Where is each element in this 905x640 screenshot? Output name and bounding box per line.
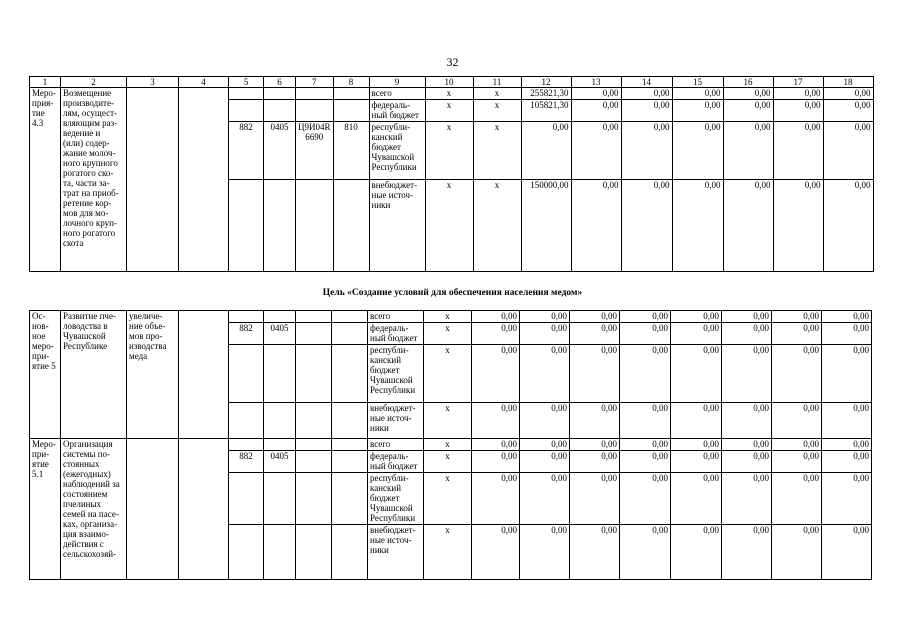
value-cell: 0,00: [672, 122, 723, 180]
value-cell: 0,00: [571, 100, 621, 122]
funding-source: федераль- ный бюджет: [368, 451, 424, 473]
section-code: [264, 180, 296, 272]
value-cell: 0,00: [723, 88, 773, 100]
section-code: [264, 525, 296, 580]
column-number-7: 7: [296, 77, 334, 88]
column-number-3: 3: [127, 77, 179, 88]
grbs-code: [229, 311, 264, 323]
table-row: [30, 88, 874, 100]
value-cell: 0,00: [671, 323, 722, 345]
value-cell: х: [424, 311, 472, 323]
column-number-6: 6: [264, 77, 296, 88]
funding-source: республи- канский бюджет Чувашской Республики: [368, 473, 424, 525]
value-cell: 105821,30: [521, 100, 571, 122]
value-cell: 0,00: [472, 451, 520, 473]
value-cell: 0,00: [520, 525, 570, 580]
section-code: 0405: [264, 451, 296, 473]
value-cell: 0,00: [722, 451, 772, 473]
activity-result: [127, 439, 179, 580]
value-cell: 0,00: [722, 473, 772, 525]
grbs-code: [229, 345, 264, 403]
activity-indicator: [179, 88, 229, 272]
value-cell: 0,00: [722, 403, 772, 439]
grbs-code: 882: [229, 451, 264, 473]
expense-type-code: [333, 180, 369, 272]
value-cell: 0,00: [671, 345, 722, 403]
target-article-code: Ц9И04R 6690: [296, 122, 334, 180]
goal-title: Цель «Создание условий для обеспечения населения медом»: [322, 288, 583, 298]
expense-type-code: [332, 403, 368, 439]
value-cell: 0,00: [472, 525, 520, 580]
column-number-1: 1: [30, 77, 61, 88]
value-cell: х: [425, 100, 473, 122]
expense-type-code: [332, 323, 368, 345]
value-cell: 0,00: [472, 345, 520, 403]
value-cell: 0,00: [570, 345, 620, 403]
value-cell: 0,00: [823, 88, 873, 100]
funding-source: федераль- ный бюджет: [369, 100, 425, 122]
value-cell: 0,00: [520, 311, 570, 323]
value-cell: 0,00: [722, 311, 772, 323]
value-cell: 0,00: [620, 311, 671, 323]
column-number-13: 13: [571, 77, 621, 88]
section-code: 0405: [264, 323, 296, 345]
section-code: [264, 100, 296, 122]
budget-table-part2: [29, 310, 872, 580]
column-number-17: 17: [773, 77, 823, 88]
grbs-code: [229, 403, 264, 439]
value-cell: 0,00: [722, 323, 772, 345]
target-article-code: [296, 180, 334, 272]
value-cell: х: [473, 122, 521, 180]
column-number-16: 16: [723, 77, 773, 88]
section-code: [264, 88, 296, 100]
value-cell: 0,00: [570, 323, 620, 345]
grbs-code: [229, 180, 264, 272]
grbs-code: [229, 473, 264, 525]
value-cell: 0,00: [672, 180, 723, 272]
section-code: [264, 311, 296, 323]
value-cell: х: [473, 88, 521, 100]
target-article-code: [296, 100, 334, 122]
section-code: [264, 403, 296, 439]
value-cell: 0,00: [822, 345, 872, 403]
target-article-code: [296, 439, 332, 451]
grbs-code: [229, 88, 264, 100]
value-cell: 0,00: [723, 100, 773, 122]
value-cell: 0,00: [773, 122, 823, 180]
target-article-code: [296, 323, 332, 345]
value-cell: 0,00: [621, 180, 672, 272]
column-number-12: 12: [521, 77, 571, 88]
grbs-code: [229, 525, 264, 580]
value-cell: 0,00: [472, 311, 520, 323]
value-cell: 0,00: [671, 403, 722, 439]
value-cell: 0,00: [671, 439, 722, 451]
value-cell: 0,00: [773, 88, 823, 100]
value-cell: 0,00: [520, 473, 570, 525]
section-code: [264, 439, 296, 451]
expense-type-code: 810: [333, 122, 369, 180]
column-number-10: 10: [425, 77, 473, 88]
expense-type-code: [333, 88, 369, 100]
value-cell: 0,00: [671, 311, 722, 323]
value-cell: 0,00: [772, 525, 822, 580]
value-cell: 0,00: [520, 451, 570, 473]
target-article-code: [296, 88, 334, 100]
value-cell: 0,00: [823, 100, 873, 122]
value-cell: 0,00: [520, 403, 570, 439]
table-row: [30, 311, 872, 323]
activity-description: Организация системы по- стоянных (ежегодных) наблюдений за состоянием пчелиных семей на пасе- ках, организа- ция взаимо- действия с сельскохозяй-: [61, 439, 127, 580]
value-cell: 0,00: [570, 525, 620, 580]
grbs-code: 882: [229, 122, 264, 180]
expense-type-code: [332, 525, 368, 580]
value-cell: х: [473, 180, 521, 272]
activity-result: увеличе- ние объе- мов про- изводства меда: [127, 311, 179, 439]
value-cell: 0,00: [620, 345, 671, 403]
section-code: [264, 473, 296, 525]
column-number-8: 8: [333, 77, 369, 88]
activity-number: Меро- при- ятие 5.1: [30, 439, 61, 580]
value-cell: 0,00: [772, 311, 822, 323]
activity-result: [127, 88, 179, 272]
target-article-code: [296, 403, 332, 439]
funding-source: федераль- ный бюджет: [368, 323, 424, 345]
value-cell: х: [424, 473, 472, 525]
grbs-code: [229, 100, 264, 122]
value-cell: 0,00: [773, 100, 823, 122]
table-row: [30, 439, 872, 451]
funding-source: внебюджет- ные источ- ники: [368, 525, 424, 580]
column-number-11: 11: [473, 77, 521, 88]
value-cell: 0,00: [620, 525, 671, 580]
value-cell: 0,00: [620, 403, 671, 439]
value-cell: 0,00: [823, 122, 873, 180]
budget-table-part1: [29, 76, 874, 272]
value-cell: 0,00: [671, 525, 722, 580]
activity-indicator: [179, 439, 229, 580]
column-number-2: 2: [61, 77, 127, 88]
expense-type-code: [332, 311, 368, 323]
value-cell: 0,00: [621, 122, 672, 180]
value-cell: 0,00: [822, 451, 872, 473]
column-number-14: 14: [621, 77, 672, 88]
value-cell: 0,00: [772, 451, 822, 473]
value-cell: х: [424, 525, 472, 580]
value-cell: 0,00: [472, 403, 520, 439]
value-cell: 0,00: [570, 403, 620, 439]
value-cell: 0,00: [772, 473, 822, 525]
value-cell: 0,00: [822, 311, 872, 323]
value-cell: 0,00: [521, 122, 571, 180]
value-cell: 0,00: [620, 451, 671, 473]
value-cell: 0,00: [570, 473, 620, 525]
value-cell: 255821,30: [521, 88, 571, 100]
value-cell: х: [425, 180, 473, 272]
funding-source: всего: [369, 88, 425, 100]
target-article-code: [296, 525, 332, 580]
expense-type-code: [332, 451, 368, 473]
section-code: [264, 345, 296, 403]
section-code: 0405: [264, 122, 296, 180]
value-cell: 0,00: [773, 180, 823, 272]
value-cell: 0,00: [621, 88, 672, 100]
value-cell: 0,00: [472, 323, 520, 345]
value-cell: 0,00: [822, 323, 872, 345]
value-cell: 0,00: [571, 180, 621, 272]
expense-type-code: [332, 345, 368, 403]
activity-description: Развитие пче- ловодства в Чувашской Республике: [61, 311, 127, 439]
value-cell: 0,00: [772, 323, 822, 345]
value-cell: х: [424, 345, 472, 403]
funding-source: всего: [368, 439, 424, 451]
value-cell: 150000,00: [521, 180, 571, 272]
value-cell: 0,00: [822, 403, 872, 439]
column-number-4: 4: [179, 77, 229, 88]
value-cell: 0,00: [620, 323, 671, 345]
activity-number: Меро- прия- тие 4.3: [30, 88, 61, 272]
value-cell: 0,00: [722, 345, 772, 403]
funding-source: всего: [368, 311, 424, 323]
value-cell: 0,00: [620, 439, 671, 451]
grbs-code: 882: [229, 323, 264, 345]
value-cell: 0,00: [570, 439, 620, 451]
value-cell: 0,00: [772, 345, 822, 403]
column-number-row: [30, 77, 874, 88]
value-cell: 0,00: [822, 473, 872, 525]
value-cell: 0,00: [722, 439, 772, 451]
value-cell: 0,00: [472, 439, 520, 451]
value-cell: 0,00: [570, 311, 620, 323]
value-cell: 0,00: [571, 88, 621, 100]
expense-type-code: [333, 100, 369, 122]
value-cell: 0,00: [671, 473, 722, 525]
value-cell: х: [473, 100, 521, 122]
value-cell: х: [425, 88, 473, 100]
value-cell: 0,00: [772, 403, 822, 439]
target-article-code: [296, 311, 332, 323]
value-cell: 0,00: [672, 88, 723, 100]
column-number-18: 18: [823, 77, 873, 88]
grbs-code: [229, 439, 264, 451]
activity-description: Возмещение производите- лям, осущест- вляющим раз- ведение и (или) содер- жание молоч- ного крупного рогатого ско- та, части за- трат на приоб- ретение кор- мов для мо- лочного круп- ного рогатого скота: [61, 88, 127, 272]
value-cell: 0,00: [671, 451, 722, 473]
value-cell: 0,00: [723, 180, 773, 272]
value-cell: 0,00: [570, 451, 620, 473]
activity-indicator: [179, 311, 229, 439]
value-cell: 0,00: [722, 525, 772, 580]
column-number-5: 5: [229, 77, 264, 88]
target-article-code: [296, 473, 332, 525]
value-cell: 0,00: [723, 122, 773, 180]
value-cell: х: [424, 451, 472, 473]
funding-source: республи- канский бюджет Чувашской Республики: [368, 345, 424, 403]
value-cell: 0,00: [520, 439, 570, 451]
value-cell: х: [424, 439, 472, 451]
value-cell: 0,00: [672, 100, 723, 122]
activity-number: Ос- нов- ное меро- при- ятие 5: [30, 311, 61, 439]
value-cell: х: [425, 122, 473, 180]
column-number-9: 9: [369, 77, 425, 88]
value-cell: 0,00: [823, 180, 873, 272]
value-cell: 0,00: [520, 323, 570, 345]
value-cell: 0,00: [571, 122, 621, 180]
funding-source: внебюджет- ные источ- ники: [368, 403, 424, 439]
expense-type-code: [332, 473, 368, 525]
value-cell: 0,00: [621, 100, 672, 122]
value-cell: 0,00: [472, 473, 520, 525]
column-number-15: 15: [672, 77, 723, 88]
value-cell: 0,00: [772, 439, 822, 451]
value-cell: 0,00: [822, 439, 872, 451]
value-cell: 0,00: [822, 525, 872, 580]
value-cell: х: [424, 403, 472, 439]
expense-type-code: [332, 439, 368, 451]
funding-source: республи- канский бюджет Чувашской Республики: [369, 122, 425, 180]
value-cell: х: [424, 323, 472, 345]
funding-source: внебюджет- ные источ- ники: [369, 180, 425, 272]
value-cell: 0,00: [520, 345, 570, 403]
target-article-code: [296, 451, 332, 473]
target-article-code: [296, 345, 332, 403]
value-cell: 0,00: [620, 473, 671, 525]
page-number: 32: [446, 55, 459, 69]
